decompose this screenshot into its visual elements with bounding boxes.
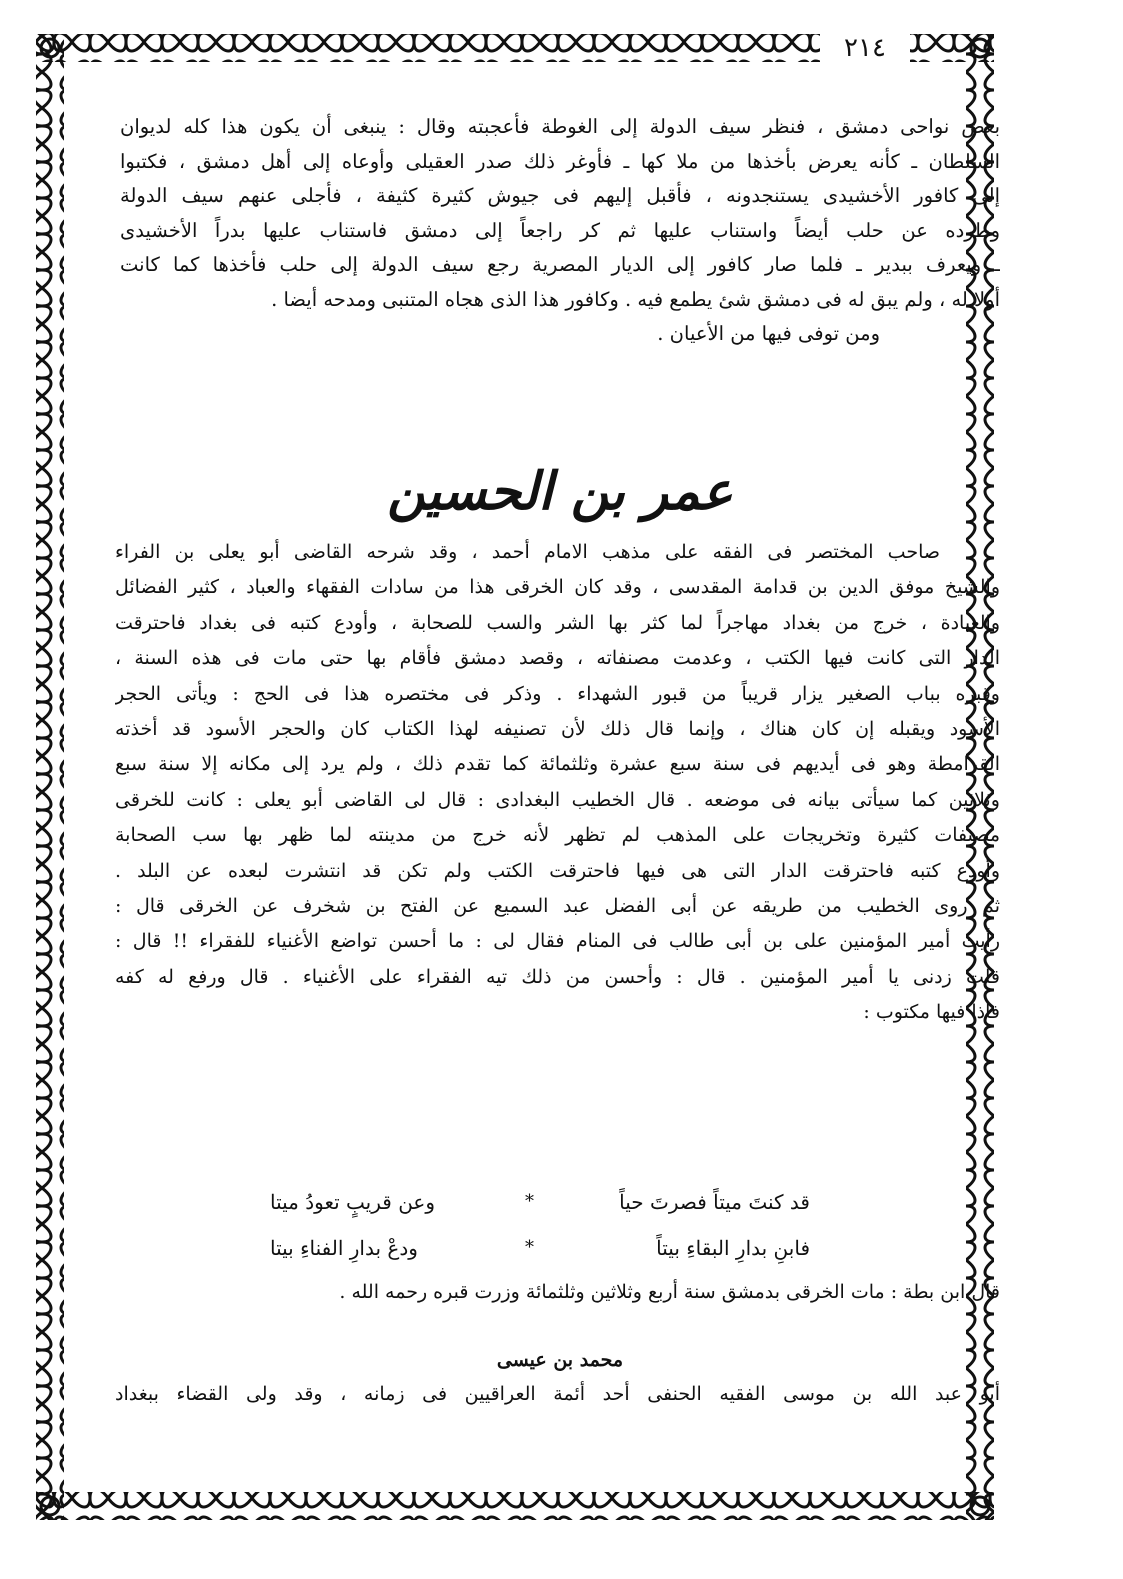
text-line: ومن توفى فيها من الأعيان .: [657, 322, 880, 345]
text-line: قلت زدنى يا أمير المؤمنين . قال : وأحسن من ذلك تيه الفقراء على الأغنياء . قال ورفع له كفه: [115, 965, 1000, 988]
text-line: والعبادة ، خرج من بغداد مهاجراً لما كثر بها الشر والسب للصحابة ، وأودع كتبه فى بغداد فاحترقت: [115, 611, 1000, 634]
poem-first-hemistich: فابنِ بدارِ البقاءِ بيتاً: [656, 1236, 810, 1260]
text-line: والشيخ موفق الدين بن قدامة المقدسى ، وقد كان الخرقى هذا من سادات الفقهاء والعباد ، كثير الفضائل: [115, 576, 1000, 599]
text-line: فاذا فيها مكتوب :: [863, 1001, 1000, 1024]
text-line: ثم روى الخطيب من طريقه عن أبى الفضل عبد السميع عن الفتح بن شخرف عن الخرقى قال :: [115, 895, 1000, 918]
poem-second-hemistich: وعن قريبٍ تعودُ ميتا: [270, 1190, 436, 1214]
text-line: وقبره بباب الصغير يزار قريباً من قبور الشهداء . وذكر فى مختصره هذا فى الحج : ويأتى الحجر: [115, 682, 1000, 705]
text-line: وطرده عن حلب أيضاً واستناب عليها ثم كر راجعاً إلى دمشق فاستناب عليها بدراً الأخشيدى: [120, 218, 1000, 242]
text-line: مصنفات كثيرة وتخريجات على المذهب لم تظهر لأنه خرج من مدينته لما ظهر بها سب الصحابة: [115, 824, 1000, 847]
text-line: بعض نواحى دمشق ، فنظر سيف الدولة إلى الغوطة فأعجبته وقال : ينبغى أن يكون هذا كله لديوان: [120, 115, 1000, 138]
text-line: أولا له ، ولم يبق له فى دمشق شئ يطمع فيه . وكافور هذا الذى هجاه المتنبى ومدحه أيضا .: [271, 287, 1000, 311]
text-line: قال ابن بطة : مات الخرقى بدمشق سنة أربع وثلاثين وثلثمائة وزرت قبره رحمه الله .: [339, 1281, 1000, 1303]
intro-paragraph: [120, 110, 1000, 352]
next-biography-heading: محمد بن عيسى: [496, 1349, 624, 1371]
text-line: القرامطة وهو فى أيديهم فى سنة سبع عشرة وثلثمائة كما تقدم ذلك ، ولم يرد إلى مكانه إلا سنة سبع: [115, 753, 1000, 776]
next-biography-paragraph: [115, 1377, 1000, 1411]
text-line: أبو عبد الله بن موسى الفقيه الحنفى أحد أئمة العراقيين فى زمانه ، وقد ولى القضاء ببغداد: [115, 1383, 1000, 1405]
text-line: وأودع كتبه فاحترقت الدار التى هى فيها فاحترقت الكتب ولم تكن قد انتشرت لبعده عن البلد .: [115, 859, 1000, 882]
poem-separator-star: *: [525, 1237, 534, 1258]
text-line: وثلاثين كما سيأتى بيانه فى موضعه . قال الخطيب البغدادى : قال لى القاضى أبو يعلى : كانت للخرقى: [115, 788, 1000, 811]
poem-verse: [270, 1184, 810, 1220]
page-number: ٢١٤: [820, 30, 910, 66]
closing-paragraph: [115, 1275, 1000, 1309]
poem-verse: [270, 1230, 810, 1266]
biography-heading: عمر بن الحسين: [387, 461, 733, 522]
text-line: الأسود ويقبله إن كان هناك ، وإنما قال ذلك لأن تصنيفه لهذا الكتاب كان والحجر الأسود قد أخذته: [115, 718, 1000, 741]
poem-separator-star: *: [525, 1191, 534, 1212]
poem-first-hemistich: قد كنتَ ميتاً فصرتَ حياً: [619, 1190, 810, 1214]
text-line: صاحب المختصر فى الفقه على مذهب الامام أحمد ، وقد شرحه القاضى أبو يعلى بن الفراء: [115, 541, 940, 563]
text-line: إلى كافور الأخشيدى يستنجدونه ، فأقبل إليهم فى جيوش كثيرة كثيفة ، فأجلى عنهم سيف الدولة: [120, 184, 1000, 207]
text-line: السلطان ـ كأنه يعرض بأخذها من ملا كها ـ فأوغر ذلك صدر العقيلى وأوعاه إلى أهل دمشق ، فكتبوا: [120, 149, 1000, 173]
poem-second-hemistich: ودعْ بدارِ الفناءِ بيتا: [270, 1236, 418, 1260]
text-line: رأيت أمير المؤمنين على بن أبى طالب فى المنام فقال لى : ما أحسن تواضع الأغنياء للفقراء !! قال :: [115, 930, 1000, 953]
text-line: ـ ويعرف ببدير ـ فلما صار كافور إلى الديار المصرية رجع سيف الدولة إلى حلب فأخذها كما كانت: [120, 253, 1000, 276]
text-line: الدار التى كانت فيها الكتب ، وعدمت مصنفاته ، وقصد دمشق فأقام بها حتى مات فى هذه السنة ،: [115, 647, 1000, 670]
biography-paragraph: [115, 535, 1000, 1031]
